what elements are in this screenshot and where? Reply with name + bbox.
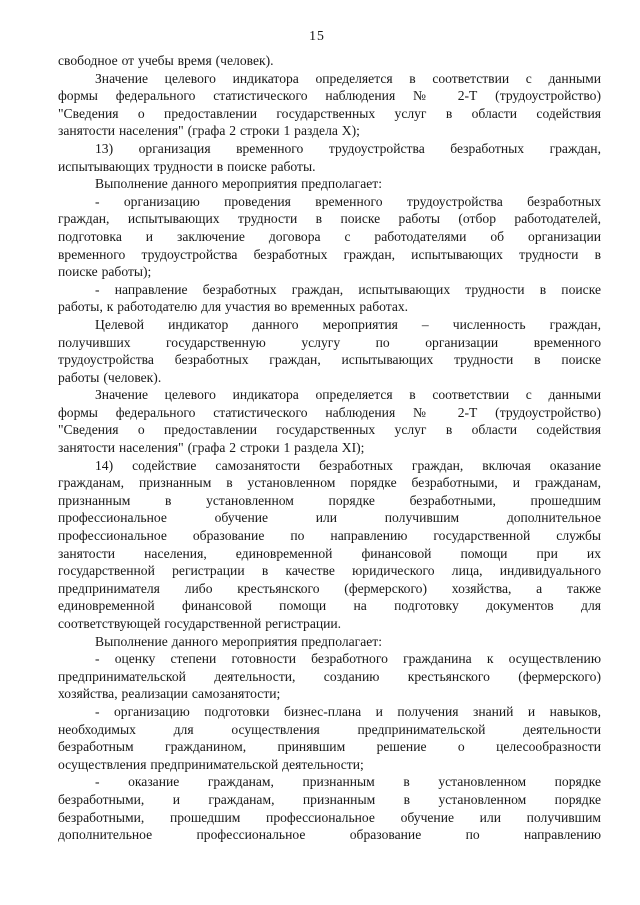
text-line: 14) содействие самозанятости безработных граждан, включая оказание: [95, 457, 601, 473]
text-line: необходимых для осуществления предпринимательской деятельности: [58, 721, 601, 737]
text-line: дополнительное профессиональное образование по направлению: [58, 827, 601, 843]
paragraph: [58, 703, 601, 773]
text-line: - оказание гражданам, признанным в установленном порядке: [95, 774, 601, 790]
text-line: Целевой индикатор данного мероприятия – численность граждан,: [95, 316, 601, 332]
text-line: Значение целевого индикатора определяется в соответствии с данными: [95, 387, 601, 403]
paragraph: [58, 650, 601, 703]
paragraph: [58, 140, 601, 175]
text-line: занятости населения" (графа 2 строки 1 раздела X);: [58, 123, 360, 139]
text-line: предпринимательской деятельности, созданию крестьянского (фермерского): [58, 668, 601, 684]
text-line: - организацию проведения временного трудоустройства безработных: [95, 193, 601, 209]
text-line: 13) организация временного трудоустройства безработных граждан,: [95, 140, 601, 156]
text-line: - направление безработных граждан, испытывающих трудности в поиске: [95, 281, 601, 297]
text-line: хозяйства, реализации самозанятости;: [58, 686, 281, 702]
paragraph: [58, 193, 601, 281]
paragraph: [58, 70, 601, 140]
text-line: - оценку степени готовности безработного гражданина к осуществлению: [95, 651, 601, 667]
text-line: занятости населения, единовременной финансовой помощи при их: [58, 545, 601, 561]
text-line: соответствующей государственной регистрации.: [58, 616, 342, 631]
paragraph: [58, 457, 601, 633]
text-line: безработным гражданином, принявшим решение о целесообразности: [58, 739, 601, 755]
paragraph: [58, 175, 601, 193]
paragraph: [58, 281, 601, 316]
text-line: получивших государственную услугу по организации временного: [58, 334, 601, 350]
text-line: поиске работы);: [58, 264, 152, 280]
text-line: Значение целевого индикатора определяется в соответствии с данными: [95, 70, 601, 86]
text-line: государственной регистрации в качестве юридического лица, индивидуального: [58, 563, 601, 579]
text-line: осуществления предпринимательской деятельности;: [58, 756, 364, 772]
paragraph: [58, 316, 601, 386]
text-line: "Сведения о предоставлении государственных услуг в области содействия: [58, 105, 601, 121]
text-line: "Сведения о предоставлении государственных услуг в области содействия: [58, 422, 601, 438]
text-line: профессиональное обучение или получившим дополнительное: [58, 510, 601, 526]
text-line: граждан, испытывающих трудности в поиске работы (отбор работодателей,: [58, 211, 601, 227]
text-line: работы, к работодателю для участия во временных работах.: [58, 299, 409, 315]
paragraph: [58, 773, 601, 843]
text-line: - организацию подготовки бизнес-плана и получения знаний и навыков,: [95, 703, 601, 719]
text-line: работы (человек).: [58, 369, 162, 385]
paragraph: [58, 386, 601, 456]
paragraph: [58, 52, 601, 70]
text-line: занятости населения" (графа 2 строки 1 раздела XI);: [58, 440, 365, 456]
text-line: предпринимателя либо крестьянского (фермерского) хозяйства, а также: [58, 580, 601, 596]
text-line: временного трудоустройства безработных граждан, испытывающих трудности в: [58, 246, 601, 262]
text-line: Выполнение данного мероприятия предполагает:: [95, 176, 383, 192]
text-line: свободное от учебы время (человек).: [58, 53, 274, 68]
text-line: формы федерального статистического наблюдения № 2-Т (трудоустройство): [58, 404, 601, 420]
text-line: безработными, и гражданам, признанным в установленном порядке: [58, 791, 601, 807]
text-line: испытывающих трудности в поиске работы.: [58, 158, 316, 174]
paragraph: [58, 633, 601, 651]
text-line: единовременной финансовой помощи на подготовку документов для: [58, 598, 601, 614]
document-body: [58, 52, 601, 844]
text-line: трудоустройства безработных граждан, испытывающих трудности в поиске: [58, 352, 601, 368]
text-line: Выполнение данного мероприятия предполагает:: [95, 633, 383, 649]
text-line: формы федерального статистического наблюдения № 2-Т (трудоустройство): [58, 88, 601, 104]
text-line: подготовка и заключение договора с работодателями об организации: [58, 228, 601, 244]
text-line: признанным в установленном порядке безработными, прошедшим: [58, 492, 601, 508]
page-number: 15: [309, 28, 325, 43]
text-line: гражданам, признанным в установленном порядке безработными, и гражданам,: [58, 475, 601, 491]
text-line: профессиональное образование по направлению государственной службы: [58, 528, 601, 544]
text-line: безработными, прошедшим профессиональное обучение или получившим: [58, 809, 601, 825]
